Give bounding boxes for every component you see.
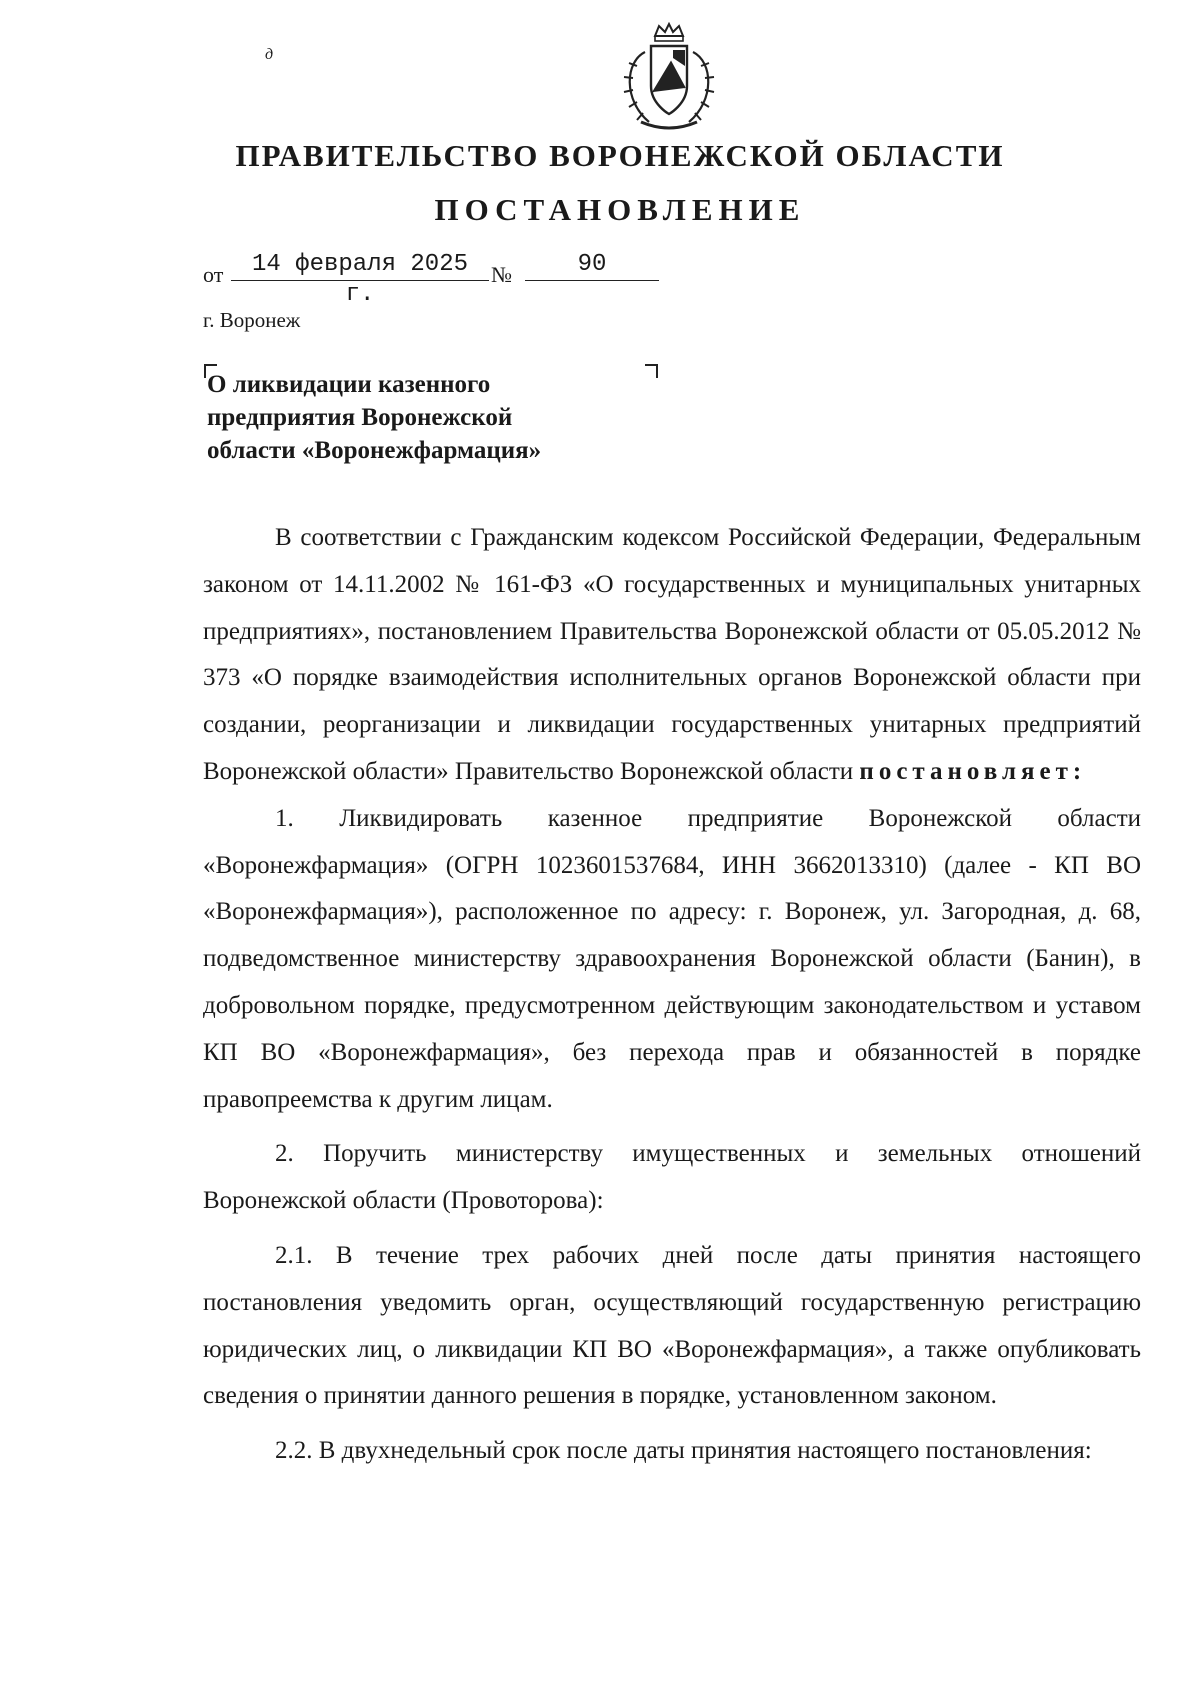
document-body: [203, 515, 1141, 1475]
paragraph-2: 2. Поручить министерству имущественных и земельных отношений Воронежской области (Провоторова):: [203, 1140, 1141, 1215]
government-title: ПРАВИТЕЛЬСТВО ВОРОНЕЖСКОЙ ОБЛАСТИ: [235, 138, 1005, 173]
dateline: [203, 250, 663, 308]
document-type-title: ПОСТАНОВЛЕНИЕ: [434, 192, 806, 227]
preamble-paragraph: [203, 515, 1141, 796]
paragraph-2-1: 2.1. В течение трех рабочих дней после даты принятия настоящего постановления уведомить орган, осуществляющий государственную регистрацию юридических лиц, о ликвидации КП ВО «Воронежфармация», а также опубликовать сведения о принятии данного решения в порядке, установленном законом.: [203, 1241, 1141, 1410]
coat-of-arms-emblem: [615, 22, 723, 134]
document-number: 90: [525, 250, 659, 281]
subject-line: О ликвидации казенного: [207, 371, 491, 398]
subject-line: области «Воронежфармация»: [207, 437, 542, 464]
document-date: 14 февраля 2025 г.: [231, 250, 489, 281]
paragraph-2-2: 2.2. В двухнедельный срок после даты принятия настоящего постановления:: [275, 1437, 1092, 1465]
number-label: №: [491, 262, 512, 287]
preamble-text: В соответствии с Гражданским кодексом Российской Федерации, Федеральным законом от 14.11.2002 № 161-ФЗ «О государственных и муниципальных унитарных предприятиях», постановлением Правительства Воронежской области от 05.05.2012 № 373 «О порядке взаимодействия исполнительных органов Воронежской области при создании, реорганизации и ликвидации государственных унитарных предприятий Воронежской области» Правительство Воронежской области: [203, 524, 1141, 785]
date-prefix: от: [203, 262, 224, 287]
paragraph-1: 1. Ликвидировать казенное предприятие Воронежской области «Воронежфармация» (ОГРН 1023601537684, ИНН 3662013310) (далее - КП ВО «Воронежфармация»), расположенное по адресу: г. Воронеж, ул. Загородная, д. 68, подведомственное министерству здравоохранения Воронежской области (Банин), в добровольном порядке, предусмотренном действующим законодательством и уставом КП ВО «Воронежфармация», без перехода прав и обязанностей в порядке правопреемства к другим лицам.: [203, 804, 1141, 1113]
subject-heading: [207, 368, 627, 467]
resolves-word: постановляет:: [859, 757, 1087, 785]
subject-line: предприятия Воронежской: [207, 404, 513, 431]
subject-bracket-right: [645, 364, 658, 378]
margin-mark: д: [265, 46, 274, 63]
city-line: г. Воронеж: [203, 308, 301, 332]
